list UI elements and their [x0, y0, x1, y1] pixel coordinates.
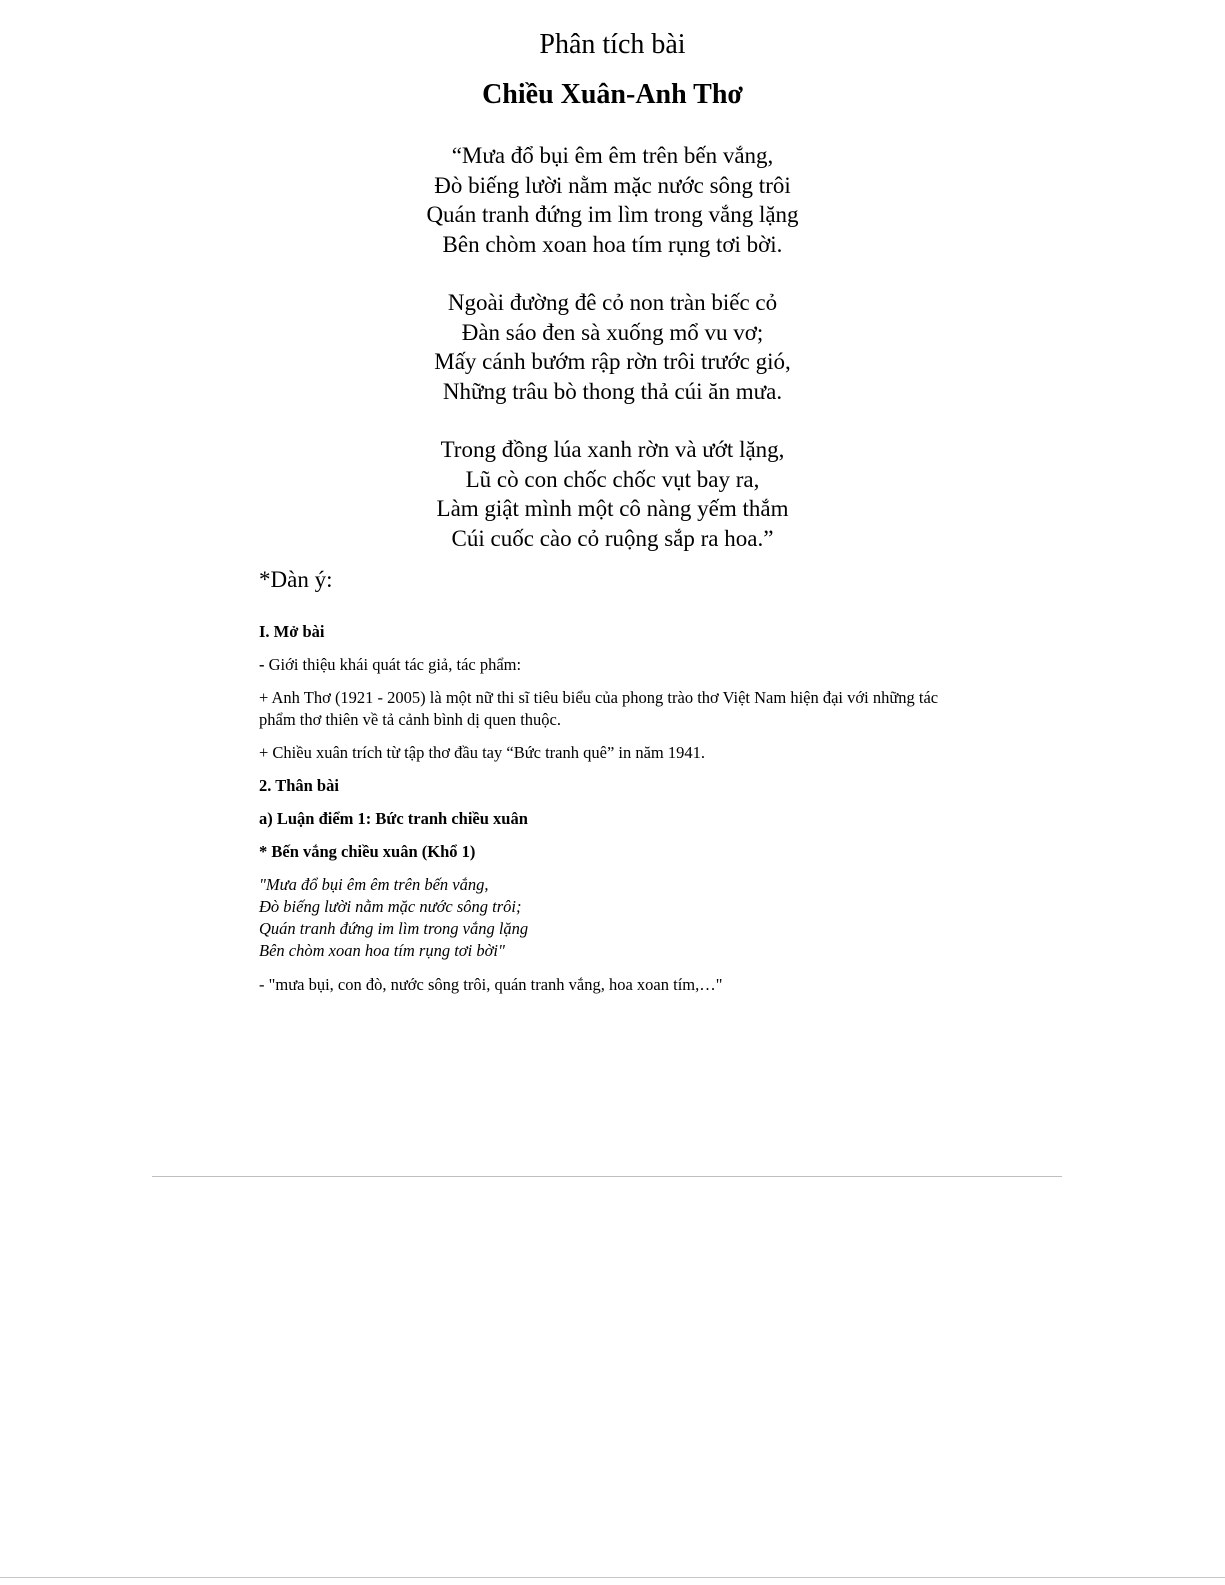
intro-text: Giới thiệu khái quát tác giả, tác phẩm: [264, 655, 522, 674]
poem-line: Những trâu bò thong thả cúi ăn mưa. [442, 378, 783, 404]
poem-line: Làm giật mình một cô nàng yếm thắm [436, 496, 789, 521]
section-heading-body: 2. Thân bài [259, 776, 339, 795]
page-bottom-divider [0, 1577, 1225, 1578]
detail-line: - "mưa bụi, con đò, nước sông trôi, quán tranh vắng, hoa xoan tím,…" [259, 975, 723, 994]
section-heading-intro: I. Mở bài [259, 622, 325, 641]
poem-line: Mấy cánh bướm rập rờn trôi trước gió, [434, 349, 791, 374]
poem-stanza-1 [0, 141, 1225, 259]
poem-line: Ngoài đường đê cỏ non tràn biếc cỏ [447, 290, 778, 315]
subheading-argument-1: a) Luận điểm 1: Bức tranh chiều xuân [259, 809, 528, 828]
subheading-stanza-1: * Bến vắng chiều xuân (Khổ 1) [259, 842, 476, 861]
page-title-line-1: Phân tích bài [539, 29, 686, 60]
poem-stanza-3 [0, 435, 1225, 553]
poem-line: “Mưa đổ bụi êm êm trên bến vắng, [451, 143, 774, 168]
outline-content [259, 621, 959, 1007]
poem-line: Cúi cuốc cào cỏ ruộng sắp ra hoa.” [451, 525, 774, 551]
quote-line: "Mưa đổ bụi êm êm trên bến vắng, [259, 875, 489, 894]
poem [0, 141, 1225, 553]
quote-line: Quán tranh đứng im lìm trong vắng lặng [259, 919, 529, 938]
work-point: + Chiều xuân trích từ tập thơ đầu tay “Bức tranh quê” in năm 1941. [259, 743, 706, 762]
poem-stanza-2 [0, 288, 1225, 406]
outline-heading: *Dàn ý: [259, 567, 333, 592]
quote-line: Bên chòm xoan hoa tím rụng tơi bời" [259, 941, 505, 960]
quote-line: Đò biếng lười nằm mặc nước sông trôi; [259, 897, 522, 916]
page-title-line-2: Chiều Xuân-Anh Thơ [482, 79, 743, 110]
poem-line: Quán tranh đứng im lìm trong vắng lặng [426, 202, 799, 227]
intro-dash: - [259, 655, 265, 674]
poem-line: Bên chòm xoan hoa tím rụng tơi bời. [442, 231, 783, 257]
intro-paragraph [259, 654, 959, 676]
poem-line: Đàn sáo đen sà xuống mổ vu vơ; [461, 319, 764, 345]
quoted-stanza [259, 874, 959, 962]
poem-line: Lũ cò con chốc chốc vụt bay ra, [465, 466, 760, 492]
page-divider [152, 1176, 1062, 1177]
poem-line: Trong đồng lúa xanh rờn và ướt lặng, [440, 437, 785, 462]
author-point: + Anh Thơ (1921 - 2005) là một nữ thi sĩ tiêu biểu của phong trào thơ Việt Nam hiện đại với những tác phẩm thơ thiên về tả cảnh bình dị quen thuộc. [259, 688, 939, 729]
poem-line: Đò biếng lười nằm mặc nước sông trôi [434, 172, 791, 198]
